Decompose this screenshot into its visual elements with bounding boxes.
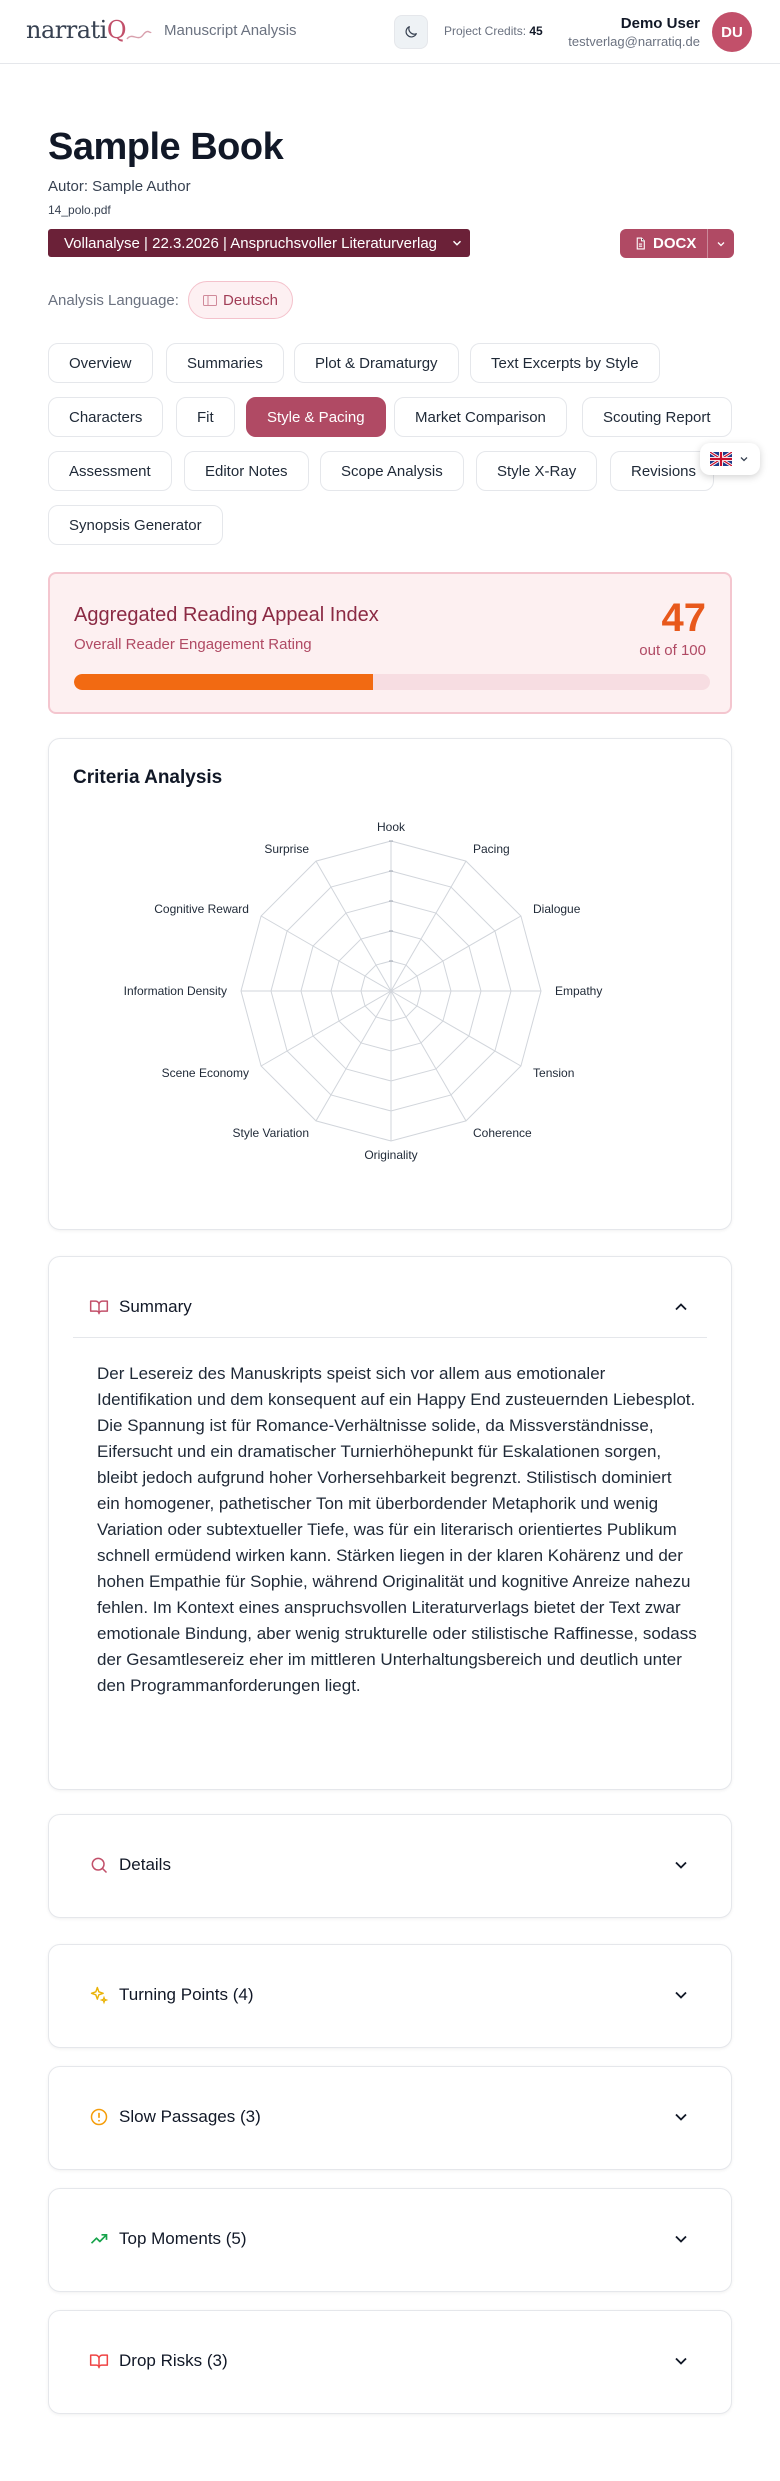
tab-assessment[interactable]: Assessment (48, 451, 172, 491)
criteria-analysis-title: Criteria Analysis (73, 767, 223, 788)
details-header[interactable] (89, 1855, 691, 1875)
analysis-language-value: Deutsch (223, 291, 279, 309)
reading-appeal-title: Aggregated Reading Appeal Index (74, 604, 379, 626)
logo[interactable]: narratiQ (26, 16, 127, 44)
document-icon (634, 236, 647, 251)
radar-axis-label: Scene Economy (161, 1066, 249, 1080)
details-section[interactable] (48, 1814, 732, 1918)
tab-editor-notes[interactable]: Editor Notes (184, 451, 309, 491)
chevron-down-icon (738, 453, 750, 465)
chevron-down-icon[interactable] (671, 2229, 691, 2249)
reading-appeal-scale: out of 100 (639, 642, 706, 659)
language-switcher-button[interactable] (700, 443, 760, 475)
tab-text-excerpts[interactable]: Text Excerpts by Style (470, 343, 660, 383)
radar-axis-label: Dialogue (533, 902, 581, 916)
radar-axis-label: Information Density (123, 984, 227, 998)
tab-overview[interactable]: Overview (48, 343, 153, 383)
details-title: Details (119, 1855, 171, 1874)
chevron-down-icon[interactable] (671, 1985, 691, 2005)
tab-plot-dramaturgy[interactable]: Plot & Dramaturgy (294, 343, 459, 383)
analysis-version-value: Vollanalyse | 22.3.2026 | Anspruchsvoller Literaturverlag (64, 234, 438, 252)
summary-title: Summary (119, 1297, 192, 1316)
turning-points-header[interactable] (89, 1985, 691, 2005)
export-options-toggle[interactable] (708, 238, 734, 250)
book-author: Autor: Sample Author (48, 178, 191, 195)
summary-header[interactable] (89, 1297, 691, 1317)
export-docx-button[interactable] (620, 229, 734, 258)
export-docx-main[interactable] (620, 229, 708, 258)
top-moments-title: Top Moments (5) (119, 2229, 247, 2248)
tab-summaries[interactable]: Summaries (166, 343, 284, 383)
slow-passages-header[interactable] (89, 2107, 691, 2127)
app-subtitle: Manuscript Analysis (164, 22, 297, 39)
moon-icon (403, 24, 419, 40)
project-credits: Project Credits: 45 (444, 24, 543, 38)
drop-risks-section[interactable] (48, 2310, 732, 2414)
uk-flag-icon (710, 452, 732, 466)
tab-scouting-report[interactable]: Scouting Report (582, 397, 732, 437)
chevron-down-icon (715, 238, 727, 250)
search-icon (89, 1855, 109, 1875)
divider (73, 1337, 707, 1338)
radar-axis-label: Surprise (264, 841, 309, 856)
reading-appeal-card (48, 572, 732, 714)
chevron-down-icon[interactable] (671, 2107, 691, 2127)
avatar[interactable]: DU (712, 12, 752, 52)
flag-placeholder-icon (203, 295, 217, 306)
tab-synopsis-generator[interactable]: Synopsis Generator (48, 505, 223, 545)
book-open-icon (89, 2351, 109, 2371)
top-moments-section[interactable] (48, 2188, 732, 2292)
radar-axis-label: Pacing (473, 841, 510, 856)
radar-axis-label: Hook (376, 820, 406, 834)
reading-appeal-progress (74, 674, 710, 690)
radar-axis-label: Coherence (473, 1126, 532, 1141)
slow-passages-section[interactable] (48, 2066, 732, 2170)
drop-risks-title: Drop Risks (3) (119, 2351, 228, 2370)
reading-appeal-score: 47 (661, 596, 706, 640)
tab-scope-analysis[interactable]: Scope Analysis (320, 451, 464, 491)
chevron-up-icon[interactable] (671, 1297, 691, 1317)
turning-points-section[interactable] (48, 1944, 732, 2048)
book-open-icon (89, 1297, 109, 1317)
reading-appeal-progress-fill (74, 674, 373, 690)
user-email: testverlag@narratiq.de (568, 34, 700, 49)
chevron-down-icon (450, 236, 464, 250)
tab-market-comparison[interactable]: Market Comparison (394, 397, 567, 437)
slow-passages-title: Slow Passages (3) (119, 2107, 261, 2126)
tab-fit[interactable]: Fit (176, 397, 235, 437)
analysis-language-label: Analysis Language: (48, 292, 179, 309)
app-header (0, 0, 780, 64)
radar-axis-label: Tension (533, 1066, 575, 1080)
radar-axis-label: Cognitive Reward (154, 902, 249, 916)
book-file-name: 14_polo.pdf (48, 203, 111, 217)
turning-points-title: Turning Points (4) (119, 1985, 254, 2004)
trending-up-icon (89, 2229, 109, 2249)
radar-axis-label: Originality (364, 1148, 418, 1162)
tab-characters[interactable]: Characters (48, 397, 163, 437)
reading-appeal-subtitle: Overall Reader Engagement Rating (74, 636, 312, 653)
page-title: Sample Book (48, 126, 284, 168)
sparkles-icon (89, 1985, 109, 2005)
logo-swirl-icon (126, 30, 152, 42)
analysis-language-pill[interactable] (188, 281, 293, 319)
criteria-radar-chart (49, 799, 733, 1219)
theme-toggle-button[interactable] (394, 15, 428, 49)
criteria-analysis-card (48, 738, 732, 1230)
tab-style-xray[interactable]: Style X-Ray (476, 451, 597, 491)
radar-axis-label: Empathy (555, 984, 603, 998)
chevron-down-icon[interactable] (671, 2351, 691, 2371)
analysis-version-select[interactable] (48, 229, 470, 257)
tab-revisions[interactable]: Revisions (610, 451, 714, 491)
summary-section (48, 1256, 732, 1790)
chevron-down-icon[interactable] (671, 1855, 691, 1875)
drop-risks-header[interactable] (89, 2351, 691, 2371)
alert-circle-icon (89, 2107, 109, 2127)
user-name: Demo User (620, 15, 700, 32)
tab-style-pacing[interactable]: Style & Pacing (246, 397, 386, 437)
radar-axis-label: Style Variation (232, 1126, 309, 1141)
export-docx-label: DOCX (653, 235, 697, 252)
summary-text: Der Lesereiz des Manuskripts speist sich vor allem aus emotionaler Identifikation und dem konsequent auf ein Happy End zusteuernden Liebesplot. Die Spannung ist für Romance-Verhältnisse solide, da Missverständnisse, Eifersucht und ein dramatischer Turnierhöhepunkt für Eskalationen sorgen, bleibt jedoch aufgrund hoher Vorhersehbarkeit begrenzt. Stilistisch dominiert ein homogener, pathetischer Ton mit überbordender Metaphorik und wenig Variation oder subtextueller Tiefe, was für ein literarisch orientiertes Publikum schnell ermüdend wirken kann. Stärken liegen in der klaren Kohärenz und der hohen Empathie für Sophie, während Originalität und kognitive Anreize nahezu fehlen. Im Kontext eines anspruchsvollen Literaturverlags bietet der Text zwar emotionale Bindung, aber wenig strukturelle oder stilistische Raffinesse, sodass der Gesamtlesereiz eher im mittleren Unterhaltungsbereich und deutlich unter den Programmanforderungen liegt. (97, 1364, 697, 1695)
top-moments-header[interactable] (89, 2229, 691, 2249)
